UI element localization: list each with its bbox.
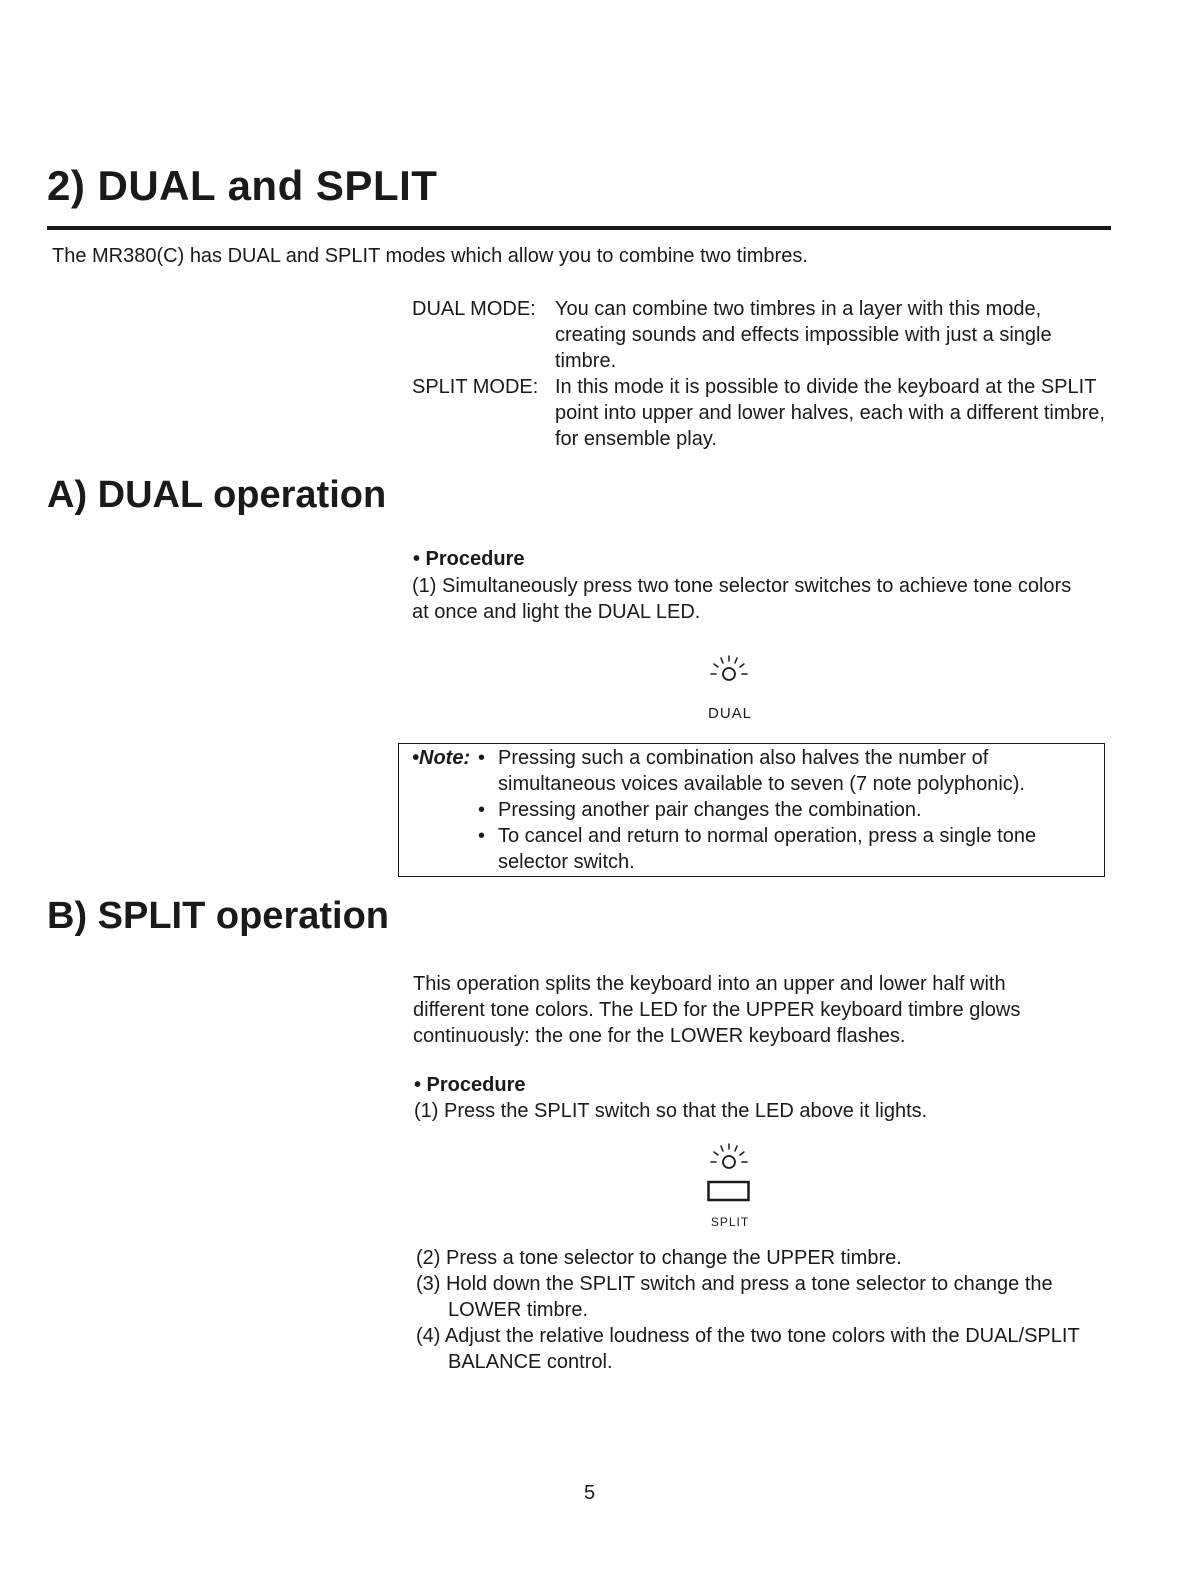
- split-mode-text: In this mode it is possible to divide the keyboard at the SPLIT point into upper and lower halves, each with a different timbre, for ensemble play.: [555, 376, 1105, 450]
- dual-mode-text: You can combine two timbres in a layer with this mode, creating sounds and effects impossible with just a single timbre.: [555, 298, 1052, 372]
- note-label: •Note:: [412, 747, 471, 769]
- note-bullet-3: To cancel and return to normal operation, press a single tone selector switch.: [498, 825, 1037, 873]
- split-switch-caption: SPLIT: [710, 1215, 750, 1229]
- note-bullet-2: Pressing another pair changes the combination.: [498, 799, 922, 821]
- split-step-3: (3) Hold down the SPLIT switch and press a tone selector to change the LOWER timbre.: [416, 1273, 1053, 1321]
- split-switch-icon: [707, 1180, 751, 1204]
- dual-heading: A) DUAL operation: [47, 474, 387, 516]
- split-step-1: (1) Press the SPLIT switch so that the LED above it lights.: [414, 1100, 928, 1122]
- note-bullet-dot: •: [478, 747, 486, 769]
- split-description: This operation splits the keyboard into an upper and lower half with different tone colors. The LED for the UPPER keyboard timbre glows continuously: the one for the LOWER keyboard flashes.: [413, 973, 1021, 1047]
- dual-procedure-label: • Procedure: [413, 548, 525, 570]
- split-procedure-label: • Procedure: [414, 1074, 526, 1096]
- note-bullet-dot: •: [478, 799, 486, 821]
- section-title: 2) DUAL and SPLIT: [47, 162, 438, 209]
- dual-step-1: (1) Simultaneously press two tone selector switches to achieve tone colors at once and light the DUAL LED.: [412, 575, 1072, 623]
- led-lit-icon: [706, 652, 752, 686]
- note-bullet-dot: •: [478, 825, 486, 847]
- dual-mode-label: DUAL MODE:: [412, 298, 536, 320]
- split-heading: B) SPLIT operation: [47, 895, 389, 937]
- note-bullet-1: Pressing such a combination also halves the number of simultaneous voices available to seven (7 note polyphonic).: [498, 747, 1025, 795]
- section-intro: The MR380(C) has DUAL and SPLIT modes which allow you to combine two timbres.: [52, 245, 808, 267]
- page-number: 5: [583, 1482, 596, 1504]
- title-rule: [47, 226, 1111, 230]
- dual-led-caption: DUAL: [707, 705, 752, 722]
- split-mode-label: SPLIT MODE:: [412, 376, 539, 398]
- split-step-4: (4) Adjust the relative loudness of the two tone colors with the DUAL/SPLIT BALANCE control.: [416, 1325, 1080, 1373]
- split-step-2: (2) Press a tone selector to change the UPPER timbre.: [416, 1247, 902, 1269]
- led-lit-icon: [706, 1140, 752, 1174]
